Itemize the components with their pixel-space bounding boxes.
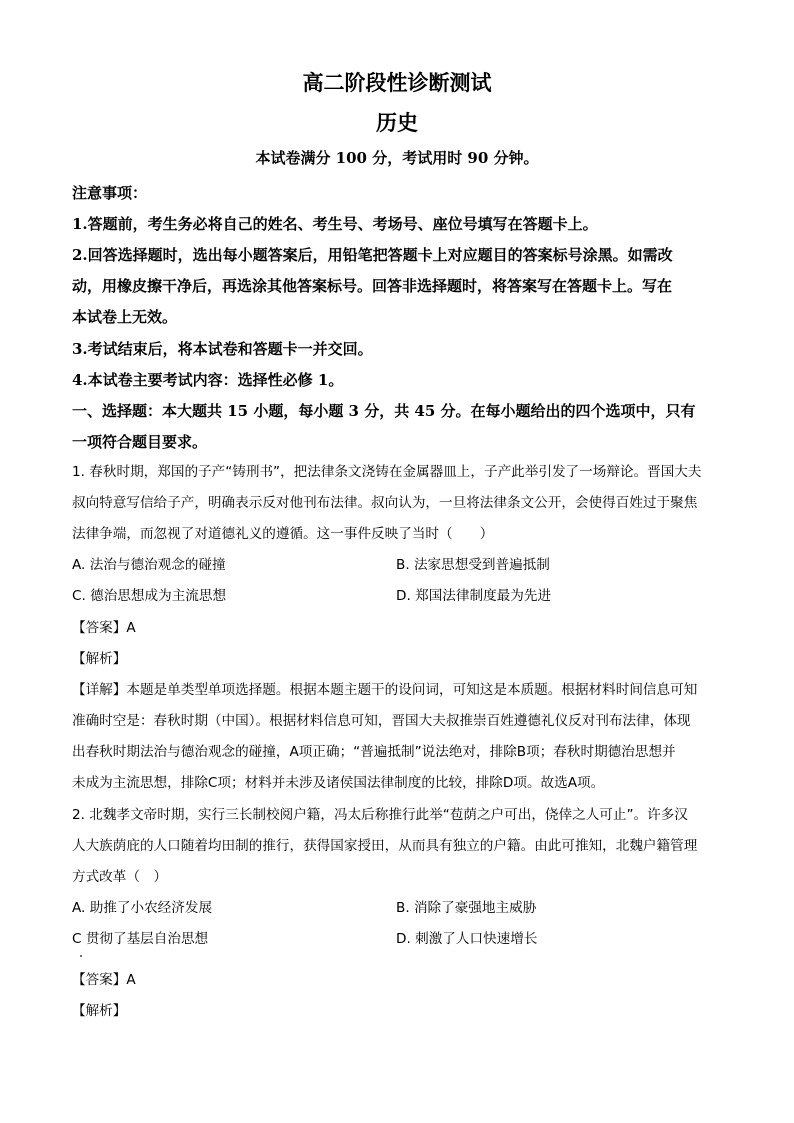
q1-detail-line: 【详解】本题是单类型单项选择题。根据本题主题干的设问词，可知这是本质题。根据材料时间信息可知	[72, 682, 698, 698]
notes-line: 动，用橡皮擦干净后，再选涂其他答案标号。回答非选择题时，将答案写在答题卡上。写在	[72, 277, 673, 295]
q2-option-a: A. 助推了小农经济发展	[72, 900, 213, 916]
notes-line: 4.本试卷主要考试内容：选择性必修 1。	[72, 371, 344, 389]
q2-option-c: C 贯彻了基层自治思想	[72, 931, 209, 947]
notes-line: 2.回答选择题时，选出每小题答案后，用铅笔把答题卡上对应题目的答案标号涂黑。如需改	[72, 246, 673, 264]
q2-option-d: D. 刺激了人口快速增长	[396, 931, 538, 947]
q2-stem-line: 2. 北魏孝文帝时期，实行三长制校阅户籍，冯太后称推行此举“苞荫之户可出，侥倖之人可止”。许多汉	[72, 807, 688, 823]
q2-stem-line: 人大族荫庇的人口随着均田制的推行，获得国家授田，从而具有独立的户籍。由此可推知，北魏户籍管理	[72, 838, 698, 854]
q1-detail-line: 未成为主流思想，排除C项；材料并未涉及诸侯国法律制度的比较，排除D项。故选A项。	[72, 775, 605, 791]
notes-line: 本试卷上无效。	[72, 308, 178, 326]
stray-dot	[80, 955, 82, 957]
q1-option-a: A. 法治与德治观念的碰撞	[72, 557, 226, 573]
q2-analysis-label: 【解析】	[72, 1003, 127, 1019]
q1-detail-line: 出春秋时期法治与德治观念的碰撞，A项正确；“普遍抵制”说法绝对，排除B项；春秋时期德治思想并	[72, 744, 676, 760]
notes-line: 3.考试结束后，将本试卷和答题卡一并交回。	[72, 340, 373, 358]
notes-heading: 注意事项：	[72, 184, 148, 202]
q1-detail-line: 准确时空是：春秋时期（中国）。根据材料信息可知，晋国大夫叔推崇百姓遵德礼仪反对刊布法律，体现	[72, 713, 691, 729]
notes-line: 1.答题前，考生务必将自己的姓名、考生号、考场号、座位号填写在答题卡上。	[72, 215, 598, 233]
section-heading: 一、选择题：本大题共 15 小题，每小题 3 分，共 45 分。在每小题给出的四个选项中，只有	[72, 402, 696, 420]
subject-title: 历史	[376, 110, 418, 135]
q2-option-b: B. 消除了豪强地主威胁	[396, 900, 537, 916]
q1-option-c: C. 德治思想成为主流思想	[72, 588, 227, 604]
q1-stem-line: 1. 春秋时期，郑国的子产“铸刑书”，把法律条文浇铸在金属器皿上，子产此举引发了一场辩论。晋国大夫	[72, 464, 702, 480]
exam-subtitle: 本试卷满分 100 分，考试用时 90 分钟。	[255, 149, 539, 167]
section-heading: 一项符合题目要求。	[72, 433, 208, 451]
q1-stem-line: 法律争端，而忽视了对道德礼义的遵循。这一事件反映了当时（ ）	[72, 526, 494, 542]
q2-stem-line: 方式改革（ ）	[72, 869, 168, 885]
q1-option-b: B. 法家思想受到普遍抵制	[396, 557, 550, 573]
q1-option-d: D. 郑国法律制度最为先进	[396, 588, 552, 604]
q1-analysis-label: 【解析】	[72, 651, 127, 667]
q1-answer: 【答案】A	[72, 620, 136, 636]
exam-title: 高二阶段性诊断测试	[302, 70, 492, 95]
q1-stem-line: 叔向特意写信给子产，明确表示反对他刊布法律。叔向认为，一旦将法律条文公开，会使得百姓过于聚焦	[72, 495, 698, 511]
q2-answer: 【答案】A	[72, 972, 136, 988]
